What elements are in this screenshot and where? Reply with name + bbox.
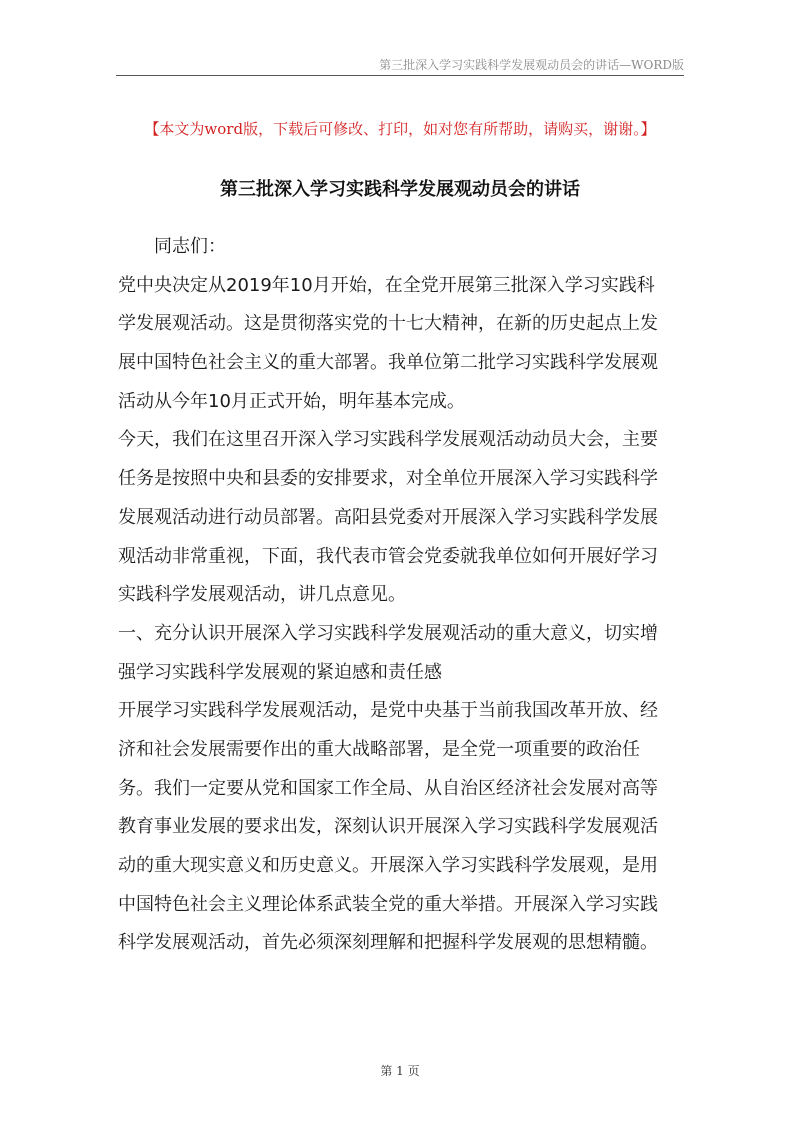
running-header: 第三批深入学习实践科学发展观动员会的讲话—WORD版 bbox=[379, 58, 684, 72]
salutation: 同志们： bbox=[154, 236, 226, 257]
body-line: 务。我们一定要从党和国家工作全局、从自治区经济社会发展对高等 bbox=[118, 777, 658, 799]
page-number: 第 1 页 bbox=[380, 1064, 420, 1078]
body-line: 科学发展观活动，首先必须深刻理解和把握科学发展观的思想精髓。 bbox=[118, 932, 658, 954]
section-heading-line: 一、充分认识开展深入学习实践科学发展观活动的重大意义，切实增 bbox=[118, 622, 658, 644]
body-line: 党中央决定从2019年10月开始，在全党开展第三批深入学习实践科 bbox=[118, 274, 655, 296]
body-line: 展中国特色社会主义的重大部署。我单位第二批学习实践科学发展观 bbox=[118, 352, 658, 374]
body-line: 实践科学发展观活动，讲几点意见。 bbox=[118, 584, 406, 606]
header-divider bbox=[116, 75, 684, 76]
document-title: 第三批深入学习实践科学发展观动员会的讲话 bbox=[220, 179, 580, 200]
body-line: 教育事业发展的要求出发，深刻认识开展深入学习实践科学发展观活 bbox=[118, 816, 658, 838]
body-line: 济和社会发展需要作出的重大战略部署，是全党一项重要的政治任 bbox=[118, 738, 640, 760]
body-line: 活动从今年10月正式开始，明年基本完成。 bbox=[118, 390, 465, 412]
body-line: 中国特色社会主义理论体系武装全党的重大举措。开展深入学习实践 bbox=[118, 893, 658, 915]
body-line: 动的重大现实意义和历史意义。开展深入学习实践科学发展观，是用 bbox=[118, 855, 658, 876]
body-line: 观活动非常重视，下面，我代表市管会党委就我单位如何开展好学习 bbox=[118, 545, 658, 567]
body-line: 开展学习实践科学发展观活动，是党中央基于当前我国改革开放、经 bbox=[118, 700, 658, 722]
download-notice: 【本文为word版，下载后可修改、打印，如对您有所帮助，请购买，谢谢。】 bbox=[144, 120, 656, 138]
body-line: 学发展观活动。这是贯彻落实党的十七大精神，在新的历史起点上发 bbox=[118, 313, 658, 335]
body-line: 任务是按照中央和县委的安排要求，对全单位开展深入学习实践科学 bbox=[118, 468, 658, 490]
section-heading-line: 强学习实践科学发展观的紧迫感和责任感 bbox=[118, 661, 442, 683]
body-line: 发展观活动进行动员部署。高阳县党委对开展深入学习实践科学发展 bbox=[118, 506, 658, 528]
document-body bbox=[118, 228, 686, 963]
body-line: 今天，我们在这里召开深入学习实践科学发展观活动动员大会，主要 bbox=[118, 429, 658, 451]
